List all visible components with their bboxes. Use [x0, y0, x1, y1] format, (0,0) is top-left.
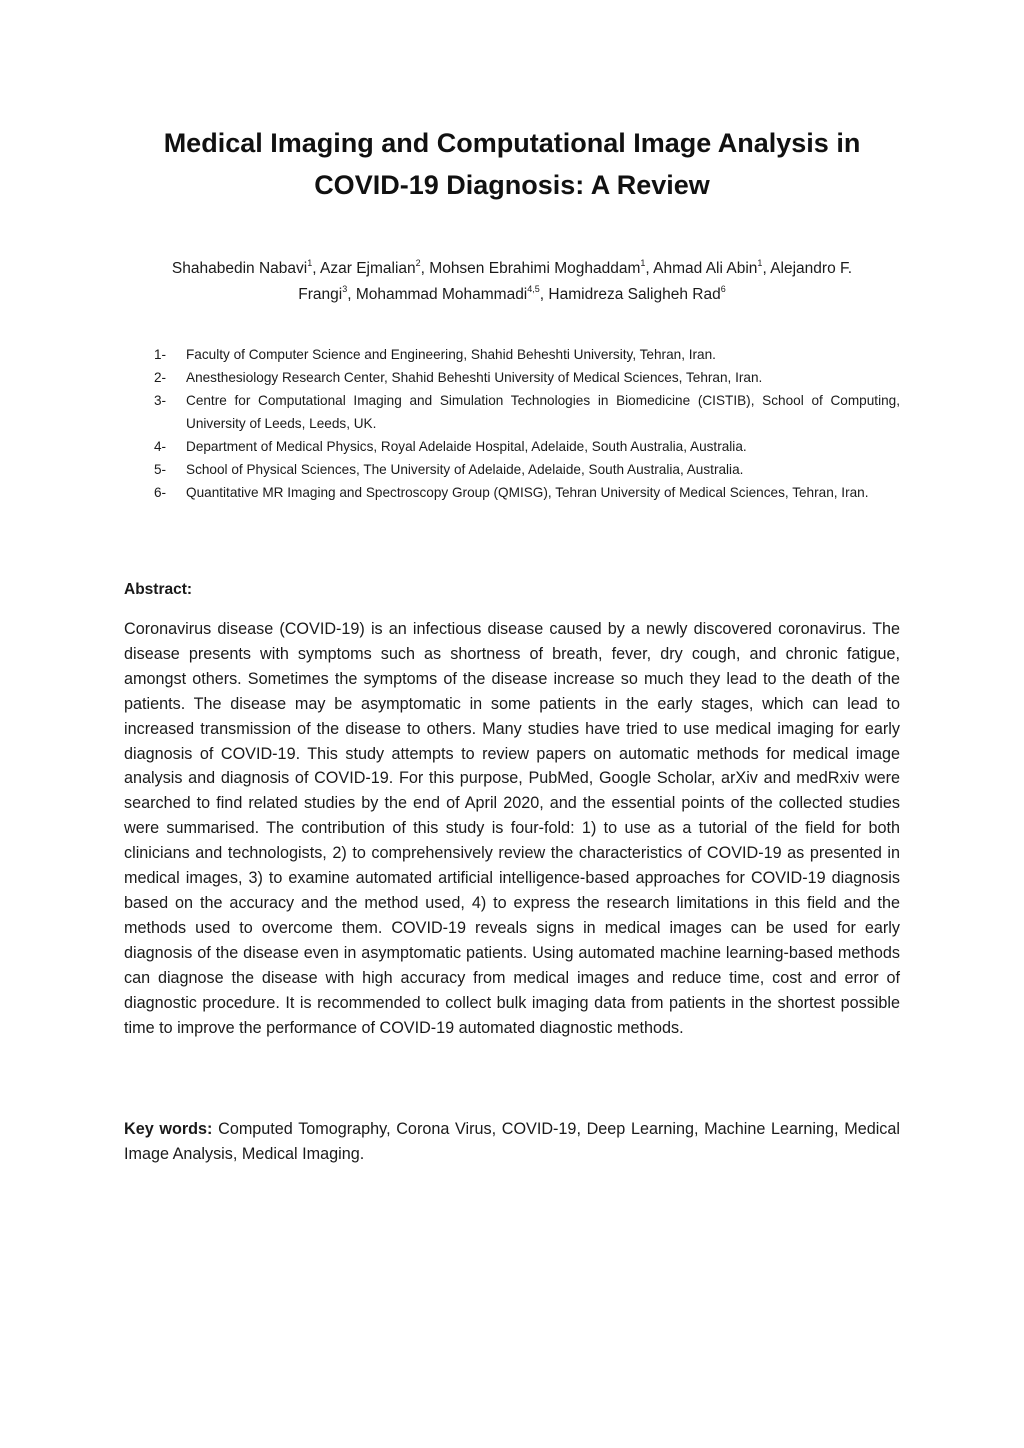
- author-affiliation-mark: 6: [720, 284, 726, 294]
- affiliation-text: Faculty of Computer Science and Engineering, Shahid Beheshti University, Tehran, Iran.: [186, 347, 716, 362]
- affiliation-text: Quantitative MR Imaging and Spectroscopy Group (QMISG), Tehran University of Medical Sciences, Tehran, Iran.: [186, 485, 869, 500]
- abstract-body: Coronavirus disease (COVID-19) is an infectious disease caused by a newly discovered coronavirus. The disease presents with symptoms such as shortness of breath, fever, dry cough, and chronic fatigue, amongst others. Sometimes the symptoms of the disease increase so much they lead to the death of the patients. The disease may be asymptomatic in some patients in the early stages, which can lead to increased transmission of the disease to others. Many studies have tried to use medical imaging for early diagnosis of COVID-19. This study attempts to review papers on automatic methods for medical image analysis and diagnosis of COVID-19. For this purpose, PubMed, Google Scholar, arXiv and medRxiv were searched to find related studies by the end of April 2020, and the essential points of the collected studies were summarised. The contribution of this study is four-fold: 1) to use as a tutorial of the field for both clinicians and technologists, 2) to comprehensively review the characteristics of COVID-19 as presented in medical images, 3) to examine automated artificial intelligence-based approaches for COVID-19 diagnosis based on the accuracy and the method used, 4) to express the research limitations in this field and the methods used to overcome them. COVID-19 reveals signs in medical images can be used for early diagnosis of the disease even in asymptomatic patients. Using automated machine learning-based methods can diagnose the disease with high accuracy from medical images and reduce time, cost and error of diagnostic procedure. It is recommended to collect bulk imaging data from patients in the shortest possible time to improve the performance of COVID-19 automated diagnostic methods.: [124, 620, 900, 1037]
- affiliation-number: 4-: [154, 439, 167, 454]
- affiliation-item: [154, 343, 900, 366]
- affiliation-item: [154, 389, 900, 435]
- author-name: Mohammad Mohammadi: [355, 286, 528, 303]
- author-name: Ahmad Ali Abin: [653, 260, 758, 277]
- author-affiliation-mark: 1: [640, 258, 646, 268]
- author-affiliation-mark: 3: [342, 284, 348, 294]
- author-affiliation-mark: 2: [415, 258, 421, 268]
- author-name-part: Alejandro F.: [770, 260, 853, 277]
- author-name-part: Frangi: [298, 286, 343, 303]
- keywords-text: Computed Tomography, Corona Virus, COVID-19, Deep Learning, Machine Learning, Medical Image Analysis, Medical Imaging.: [124, 1120, 900, 1163]
- author-affiliation-mark: 1: [757, 258, 763, 268]
- title-line-2: COVID-19 Diagnosis: A Review: [314, 170, 710, 200]
- affiliation-item: [154, 435, 900, 458]
- affiliation-item: [154, 481, 900, 504]
- paper-title: [124, 122, 900, 206]
- abstract-heading: Abstract:: [124, 581, 193, 598]
- author-name: Shahabedin Nabavi: [171, 260, 308, 277]
- affiliation-number: 5-: [154, 462, 167, 477]
- author-affiliation-mark: 1: [307, 258, 313, 268]
- affiliation-text: School of Physical Sciences, The University of Adelaide, Adelaide, South Australia, Australia.: [186, 462, 744, 477]
- affiliation-text: Department of Medical Physics, Royal Adelaide Hospital, Adelaide, South Australia, Australia.: [186, 439, 747, 454]
- affiliation-number: 1-: [154, 347, 167, 362]
- keywords-label: Key words:: [124, 1120, 213, 1138]
- affiliation-number: 6-: [154, 485, 167, 500]
- affiliation-text: Centre for Computational Imaging and Simulation Technologies in Biomedicine (CISTIB), School of Computing, University of Leeds, Leeds, UK.: [186, 393, 900, 431]
- author-name: Mohsen Ebrahimi Moghaddam: [429, 260, 641, 277]
- keywords: [124, 1117, 900, 1167]
- author-name: Azar Ejmalian: [320, 260, 416, 277]
- author-affiliation-mark: 4,5: [527, 284, 540, 294]
- affiliation-number: 3-: [154, 393, 167, 408]
- affiliation-item: [154, 458, 900, 481]
- affiliation-text: Anesthesiology Research Center, Shahid Beheshti University of Medical Sciences, Tehran, Iran.: [186, 370, 763, 385]
- affiliation-item: [154, 366, 900, 389]
- author-name: Hamidreza Saligheh Rad: [548, 286, 721, 303]
- author-list: Shahabedin Nabavi$^1$, Azar Ejmalian$^2$, Mohsen Ebrahimi Moghaddam$^1$, Ahmad Ali Abin$^1$, Alejandro F. Frangi$^3$, Mohammad Mohammadi$^{4,5}$, Hamidreza Saligheh Rad$^6$: [171, 258, 853, 303]
- title-line-1: Medical Imaging and Computational Image Analysis in: [163, 128, 861, 158]
- affiliation-list: [154, 343, 900, 504]
- affiliation-number: 2-: [154, 370, 167, 385]
